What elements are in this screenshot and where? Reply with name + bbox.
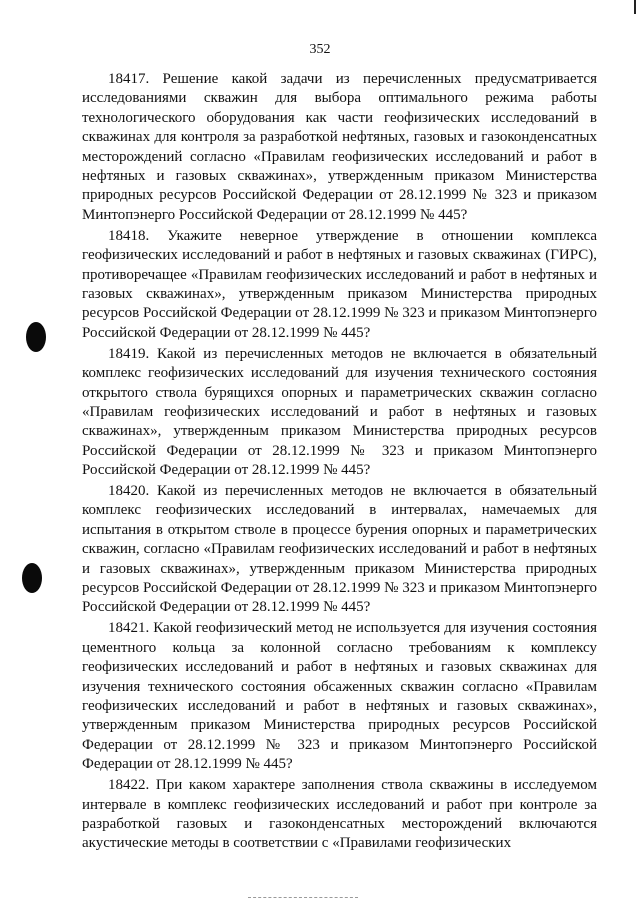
question-18419: 18419. Какой из перечисленных методов не включается в обязательный комплекс геофизических исследований для изучения технического состояния открытого ствола бурящихся опорных и параметрических скважин согласно «Правилам геофизических исследований и работ в нефтяных и газовых скважинах», утвержденным приказом Министерства природных ресурсов Российской Федерации от 28.12.1999 № 323 и приказом Минтопэнерго Российской Федерации от 28.12.1999 № 445?	[82, 345, 597, 479]
scan-edge-mark	[634, 0, 636, 14]
question-list	[82, 70, 597, 855]
punch-hole	[26, 322, 46, 352]
scan-bottom-mark	[248, 897, 358, 899]
question-18418: 18418. Укажите неверное утверждение в отношении комплекса геофизических исследований и работ в нефтяных и газовых скважинах (ГИРС), противоречащее «Правилам геофизических исследований и работ в нефтяных и газовых скважинах», утвержденным приказом Министерства природных ресурсов Российской Федерации от 28.12.1999 № 323 и приказом Минтопэнерго Российской Федерации от 28.12.1999 № 445?	[82, 227, 597, 341]
question-18417: 18417. Решение какой задачи из перечисленных предусматривается исследованиями скважин для выбора оптимального режима работы технологического оборудования как части геофизических исследований в скважинах для контроля за разработкой нефтяных, газовых и газоконденсатных месторождений согласно «Правилам геофизических исследований и работ в нефтяных и газовых скважинах», утвержденным приказом Министерства природных ресурсов Российской Федерации от 28.12.1999 № 323 и приказом Минтопэнерго Российской Федерации от 28.12.1999 № 445?	[82, 71, 597, 223]
page-number: 352	[309, 42, 331, 57]
punch-hole	[22, 563, 42, 593]
question-18421: 18421. Какой геофизический метод не используется для изучения состояния цементного кольца за колонной согласно требованиям к комплексу геофизических исследований и работ в нефтяных и газовых скважинах для изучения технического состояния обсаженных скважин согласно «Правилам геофизических исследований и работ в нефтяных и газовых скважинах», утвержденным приказом Министерства природных ресурсов Российской Федерации от 28.12.1999 № 323 и приказом Минтопэнерго Российской Федерации от 28.12.1999 № 445?	[82, 620, 597, 773]
question-18422: 18422. При каком характере заполнения ствола скважины в исследуемом интервале в комплекс геофизических исследований и работ при контроле за разработкой газовых и газоконденсатных месторождений включаются акустические методы в соответствии с «Правилами геофизических	[82, 777, 597, 852]
question-18420: 18420. Какой из перечисленных методов не включается в обязательный комплекс геофизических исследований в интервалах, намечаемых для испытания в открытом стволе в процессе бурения опорных и параметрических скважин, согласно «Правилам геофизических исследований и работ в нефтяных и газовых скважинах», утвержденным приказом Министерства природных ресурсов Российской Федерации от 28.12.1999 № 323 и приказом Минтопэнерго Российской Федерации от 28.12.1999 № 445?	[82, 483, 597, 616]
